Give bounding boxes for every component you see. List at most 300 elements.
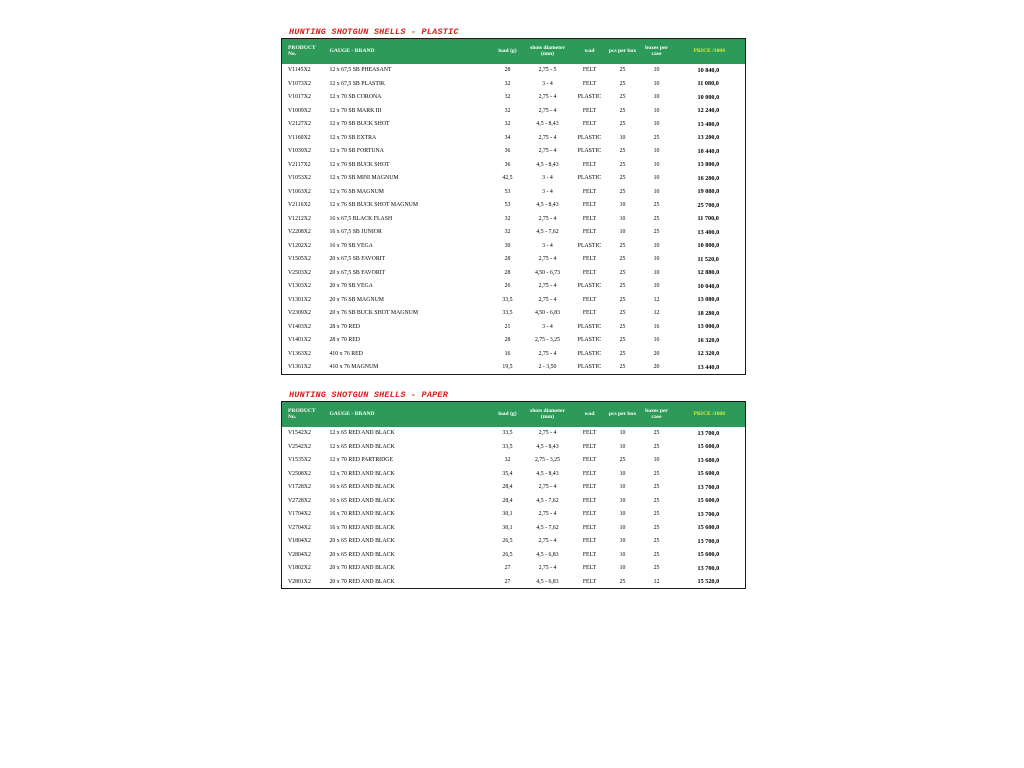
price-cell: 11 700,0 (697, 215, 719, 223)
gauge-brand-cell: 20 x 70 RED AND BLACK (329, 565, 395, 572)
gauge-brand-cell: 20 x 65 RED AND BLACK (329, 551, 395, 558)
pcs-per-box-cell: 10 (619, 470, 626, 477)
shots-diameter-cell: 4,5 - 6,83 (536, 578, 559, 585)
pcs-per-box-cell: 25 (619, 94, 626, 101)
wad-cell: FELT (582, 121, 597, 128)
boxes-per-case-cell: 10 (653, 94, 660, 101)
pcs-per-box-cell: 10 (619, 215, 626, 222)
shots-diameter-cell: 4,50 - 6,73 (534, 269, 561, 276)
load-cell: 32 (504, 229, 511, 236)
price-cell: 11 520,0 (697, 255, 719, 263)
boxes-per-case-cell: 25 (653, 538, 660, 545)
boxes-per-case-cell: 25 (653, 565, 660, 572)
price-cell: 13 680,0 (697, 456, 720, 464)
load-cell: 32 (504, 457, 511, 464)
col-header-price: PRICE /1000 (693, 411, 726, 417)
product-code-cell: V2728X2 (288, 497, 311, 504)
table-row (282, 320, 746, 334)
gauge-brand-cell: 12 x 76 SB MAGNUM (329, 188, 384, 195)
gauge-brand-cell: 12 x 70 SB FORTUNA (329, 148, 384, 155)
pcs-per-box-cell: 25 (619, 161, 626, 168)
gauge-brand-cell: 12 x 65 RED AND BLACK (329, 443, 395, 450)
shots-diameter-cell: 4,5 - 7,62 (536, 524, 559, 531)
price-cell: 13 400,0 (697, 228, 720, 236)
wad-cell: FELT (582, 443, 597, 450)
gauge-brand-cell: 12 x 65 RED AND BLACK (329, 430, 395, 437)
price-cell: 12 880,0 (697, 269, 720, 277)
boxes-per-case-cell: 10 (653, 283, 660, 290)
price-cell: 15 600,0 (697, 443, 720, 451)
boxes-per-case-cell: 25 (653, 484, 660, 491)
shots-diameter-cell: 2,75 - 3,25 (534, 457, 561, 464)
table-row (282, 575, 746, 589)
load-cell: 33,5 (502, 443, 513, 450)
boxes-per-case-cell: 10 (653, 121, 660, 128)
price-cell: 15 600,0 (697, 470, 720, 478)
pcs-per-box-cell: 10 (619, 524, 626, 531)
product-code-cell: V2704X2 (288, 524, 311, 531)
paper-rows (282, 427, 746, 589)
table-row (282, 562, 746, 576)
price-cell: 10 000,0 (697, 93, 720, 101)
wad-cell: FELT (582, 80, 597, 87)
wad-cell: FELT (582, 310, 597, 317)
col-header-shots: shots diameter (mm) (530, 44, 565, 58)
boxes-per-case-cell: 10 (653, 457, 660, 464)
paper-section (281, 389, 745, 589)
load-cell: 32 (504, 107, 511, 114)
pcs-per-box-cell: 25 (619, 256, 626, 263)
pcs-per-box-cell: 10 (619, 229, 626, 236)
shots-diameter-cell: 3 - 4 (542, 188, 553, 195)
table-row (282, 145, 746, 159)
price-cell: 16 200,0 (697, 174, 720, 182)
table-row (282, 199, 746, 213)
boxes-per-case-cell: 25 (653, 134, 660, 141)
gauge-brand-cell: 12 x 70 SB EXTRA (329, 134, 377, 141)
shots-diameter-cell: 4,50 - 6,83 (534, 310, 561, 317)
gauge-brand-cell: 12 x 70 RED PARTRIDGE (329, 457, 394, 464)
col-header-product: PRODUCT No. (288, 407, 316, 421)
pcs-per-box-cell: 10 (619, 565, 626, 572)
wad-cell: FELT (582, 430, 597, 437)
price-cell: 13 200,0 (697, 134, 720, 142)
wad-cell: FELT (582, 161, 597, 168)
boxes-per-case-cell: 10 (653, 242, 660, 249)
shots-diameter-cell: 4,5 - 8,43 (536, 470, 559, 477)
boxes-per-case-cell: 10 (653, 256, 660, 263)
load-cell: 30,1 (502, 524, 513, 531)
price-cell: 15 600,0 (697, 551, 720, 559)
product-code-cell: V2117X2 (288, 161, 311, 168)
pcs-per-box-cell: 25 (619, 310, 626, 317)
table-row (282, 158, 746, 172)
boxes-per-case-cell: 12 (653, 310, 660, 317)
boxes-per-case-cell: 25 (653, 511, 660, 518)
boxes-per-case-cell: 10 (653, 67, 660, 74)
product-code-cell: V1017X2 (288, 94, 311, 101)
boxes-per-case-cell: 25 (653, 215, 660, 222)
boxes-per-case-cell: 10 (653, 161, 660, 168)
table-row (282, 185, 746, 199)
table-row (282, 481, 746, 495)
shots-diameter-cell: 2,75 - 4 (538, 148, 557, 155)
price-cell: 13 700,0 (697, 510, 720, 518)
pcs-per-box-cell: 25 (619, 242, 626, 249)
gauge-brand-cell: 28 x 70 RED (329, 323, 360, 330)
table-row (282, 521, 746, 535)
table-row (282, 494, 746, 508)
table-row (282, 307, 746, 321)
product-code-cell: V2801X2 (288, 578, 311, 585)
load-cell: 36 (504, 148, 511, 155)
gauge-brand-cell: 410 x 76 RED (329, 350, 363, 357)
shots-diameter-cell: 2 - 3,50 (538, 364, 557, 370)
boxes-per-case-cell: 25 (653, 229, 660, 236)
table-row (282, 508, 746, 522)
shots-diameter-cell: 3 - 4 (542, 242, 553, 249)
load-cell: 32 (504, 215, 511, 222)
wad-cell: FELT (582, 565, 597, 572)
product-code-cell: V2542X2 (288, 443, 311, 450)
shots-diameter-cell: 2,75 - 4 (538, 350, 557, 357)
wad-cell: FELT (582, 215, 597, 222)
load-cell: 26,5 (502, 538, 513, 545)
product-code-cell: V2503X2 (288, 269, 311, 276)
pcs-per-box-cell: 25 (619, 283, 626, 290)
boxes-per-case-cell: 25 (653, 443, 660, 450)
load-cell: 28 (504, 67, 511, 74)
pcs-per-box-cell: 10 (619, 430, 626, 437)
price-cell: 11 080,0 (697, 80, 719, 88)
shots-diameter-cell: 2,75 - 4 (538, 484, 557, 491)
gauge-brand-cell: 20 x 67,5 SB FAVORIT (329, 256, 386, 263)
price-cell: 25 700,0 (697, 201, 720, 209)
product-code-cell: V1802X2 (288, 565, 311, 572)
product-code-cell: V1361X2 (288, 364, 311, 370)
shots-diameter-cell: 4,5 - 8,43 (536, 443, 559, 450)
boxes-per-case-cell: 10 (653, 175, 660, 182)
price-cell: 13 700,0 (697, 429, 720, 437)
shots-diameter-cell: 4,5 - 8,43 (536, 121, 559, 128)
wad-cell: PLASTIC (577, 134, 602, 141)
col-header-gauge: GAUGE - BRAND (329, 48, 375, 54)
pcs-per-box-cell: 25 (619, 457, 626, 464)
load-cell: 28 (504, 269, 511, 276)
gauge-brand-cell: 12 x 70 SB CORONA (329, 94, 382, 101)
table-row (282, 239, 746, 253)
product-code-cell: V1704X2 (288, 511, 311, 518)
product-code-cell: V2116X2 (288, 202, 311, 209)
table-row (282, 91, 746, 105)
boxes-per-case-cell: 25 (653, 430, 660, 437)
col-header-wad: wad (584, 48, 595, 54)
table-row (282, 104, 746, 118)
pcs-per-box-cell: 10 (619, 497, 626, 504)
load-cell: 28,4 (502, 484, 513, 491)
shots-diameter-cell: 4,5 - 6,83 (536, 551, 559, 558)
wad-cell: PLASTIC (577, 148, 602, 155)
table-row (282, 361, 746, 375)
boxes-per-case-cell: 12 (653, 578, 660, 585)
gauge-brand-cell: 12 x 70 SB BUCK SHOT (329, 121, 390, 128)
boxes-per-case-cell: 10 (653, 269, 660, 276)
load-cell: 53 (504, 188, 511, 195)
load-cell: 53 (504, 202, 511, 209)
wad-cell: PLASTIC (577, 323, 602, 330)
wad-cell: FELT (582, 470, 597, 477)
wad-cell: FELT (582, 538, 597, 545)
gauge-brand-cell: 20 x 76 SB BUCK SHOT MAGNUM (329, 310, 418, 317)
col-header-price: PRICE /1000 (693, 48, 726, 54)
col-header-boxes: boxes per case (645, 407, 668, 421)
load-cell: 26 (504, 283, 511, 290)
price-cell: 15 600,0 (697, 497, 720, 505)
product-code-cell: V1073X2 (288, 80, 311, 87)
price-cell: 19 080,0 (697, 188, 720, 196)
product-code-cell: V1212X2 (288, 215, 311, 222)
product-code-cell: V1039X2 (288, 148, 311, 155)
table-row (282, 548, 746, 562)
pcs-per-box-cell: 25 (619, 350, 626, 357)
price-cell: 10 840,0 (697, 66, 720, 74)
wad-cell: FELT (582, 202, 597, 209)
price-cell: 13 440,0 (697, 363, 720, 371)
wad-cell: FELT (582, 524, 597, 531)
gauge-brand-cell: 20 x 70 RED AND BLACK (329, 578, 395, 585)
col-header-load: load (g) (498, 48, 517, 54)
table-row (282, 440, 746, 454)
table-row (282, 253, 746, 267)
wad-cell: FELT (582, 296, 597, 303)
product-code-cell: V1401X2 (288, 337, 311, 344)
product-code-cell: V2508X2 (288, 470, 311, 477)
wad-cell: FELT (582, 578, 597, 585)
load-cell: 26,5 (502, 551, 513, 558)
gauge-brand-cell: 20 x 65 RED AND BLACK (329, 538, 395, 545)
table-row (282, 454, 746, 468)
product-code-cell: V2804X2 (288, 551, 311, 558)
load-cell: 34 (504, 134, 511, 141)
gauge-brand-cell: 12 x 67,5 SB PLASTIK (329, 80, 386, 87)
table-row (282, 226, 746, 240)
shots-diameter-cell: 2,75 - 4 (538, 565, 557, 572)
product-code-cell: V1403X2 (288, 323, 311, 330)
pcs-per-box-cell: 10 (619, 134, 626, 141)
pcs-per-box-cell: 25 (619, 323, 626, 330)
gauge-brand-cell: 12 x 76 SB BUCK SHOT MAGNUM (329, 202, 418, 209)
load-cell: 27 (504, 578, 511, 585)
wad-cell: FELT (582, 497, 597, 504)
shots-diameter-cell: 2,75 - 4 (538, 94, 557, 101)
table-row (282, 172, 746, 186)
pcs-per-box-cell: 10 (619, 443, 626, 450)
table-row (282, 118, 746, 132)
gauge-brand-cell: 12 x 70 SB MARK III (329, 107, 382, 114)
product-code-cell: V1535X2 (288, 457, 311, 464)
load-cell: 28 (504, 337, 511, 344)
product-code-cell: V2127X2 (288, 121, 311, 128)
shots-diameter-cell: 2,75 - 3,25 (534, 337, 561, 344)
load-cell: 33,5 (502, 310, 513, 317)
gauge-brand-cell: 16 x 65 RED AND BLACK (329, 484, 395, 491)
price-cell: 16 320,0 (697, 336, 720, 344)
plastic-section-title: HUNTING SHOTGUN SHELLS - PLASTIC (289, 27, 459, 37)
gauge-brand-cell: 12 x 70 RED AND BLACK (329, 470, 395, 477)
col-header-pcs: pcs per box (608, 411, 637, 417)
header-row (282, 402, 746, 427)
product-code-cell: V1202X2 (288, 242, 311, 249)
boxes-per-case-cell: 20 (653, 350, 660, 357)
plastic-price-table (281, 38, 746, 375)
col-header-shots: shots diameter (mm) (530, 407, 565, 421)
shots-diameter-cell: 2,75 - 4 (538, 511, 557, 518)
boxes-per-case-cell: 25 (653, 202, 660, 209)
pcs-per-box-cell: 25 (619, 188, 626, 195)
load-cell: 30,1 (502, 511, 513, 518)
gauge-brand-cell: 28 x 70 RED (329, 337, 360, 344)
table-row (282, 212, 746, 226)
table-row (282, 535, 746, 549)
product-code-cell: V1145X2 (288, 67, 311, 74)
shots-diameter-cell: 4,5 - 8,43 (536, 161, 559, 168)
wad-cell: PLASTIC (577, 350, 602, 357)
col-header-load: load (g) (498, 411, 517, 417)
table-row (282, 131, 746, 145)
product-code-cell: V1009X2 (288, 107, 311, 114)
wad-cell: FELT (582, 457, 597, 464)
shots-diameter-cell: 2,75 - 4 (538, 283, 557, 290)
product-code-cell: V1363X2 (288, 350, 311, 357)
wad-cell: PLASTIC (577, 337, 602, 344)
load-cell: 36 (504, 161, 511, 168)
shots-diameter-cell: 3 - 4 (542, 175, 553, 182)
boxes-per-case-cell: 25 (653, 470, 660, 477)
wad-cell: FELT (582, 256, 597, 263)
load-cell: 33,5 (502, 430, 513, 437)
col-header-product: PRODUCT No. (288, 44, 316, 58)
shots-diameter-cell: 2,75 - 4 (538, 215, 557, 222)
pcs-per-box-cell: 25 (619, 578, 626, 585)
load-cell: 27 (504, 565, 511, 572)
load-cell: 32 (504, 94, 511, 101)
boxes-per-case-cell: 10 (653, 107, 660, 114)
boxes-per-case-cell: 20 (653, 364, 660, 370)
pcs-per-box-cell: 10 (619, 484, 626, 491)
price-cell: 13 700,0 (697, 537, 720, 545)
shots-diameter-cell: 2,75 - 4 (538, 134, 557, 141)
price-cell: 15 520,0 (697, 578, 720, 585)
gauge-brand-cell: 20 x 76 SB MAGNUM (329, 296, 384, 303)
pcs-per-box-cell: 10 (619, 538, 626, 545)
gauge-brand-cell: 12 x 67,5 SB PHEASANT (329, 67, 392, 74)
shots-diameter-cell: 2,75 - 4 (538, 107, 557, 114)
pcs-per-box-cell: 25 (619, 175, 626, 182)
product-code-cell: V1301X2 (288, 296, 311, 303)
pcs-per-box-cell: 10 (619, 551, 626, 558)
wad-cell: PLASTIC (577, 364, 602, 370)
shots-diameter-cell: 2,75 - 4 (538, 430, 557, 437)
table-row (282, 427, 746, 441)
load-cell: 28,4 (502, 497, 513, 504)
plastic-section (281, 26, 745, 375)
price-cell: 13 080,0 (697, 296, 720, 304)
price-cell: 12 320,0 (697, 350, 720, 358)
col-header-wad: wad (584, 411, 595, 417)
wad-cell: PLASTIC (577, 242, 602, 249)
price-cell: 13 000,0 (697, 323, 720, 331)
load-cell: 33,5 (502, 296, 513, 303)
product-code-cell: V1053X2 (288, 175, 311, 182)
price-cell: 15 600,0 (697, 524, 720, 532)
shots-diameter-cell: 3 - 4 (542, 80, 553, 87)
pcs-per-box-cell: 25 (619, 148, 626, 155)
pcs-per-box-cell: 10 (619, 202, 626, 209)
pcs-per-box-cell: 10 (619, 511, 626, 518)
load-cell: 42,5 (502, 175, 513, 182)
table-row (282, 64, 746, 78)
load-cell: 28 (504, 256, 511, 263)
shots-diameter-cell: 4,5 - 7,62 (536, 497, 559, 504)
table-row (282, 280, 746, 294)
wad-cell: PLASTIC (577, 175, 602, 182)
paper-section-title: HUNTING SHOTGUN SHELLS - PAPER (289, 390, 449, 400)
wad-cell: FELT (582, 484, 597, 491)
wad-cell: FELT (582, 269, 597, 276)
col-header-gauge: GAUGE - BRAND (329, 411, 375, 417)
gauge-brand-cell: 16 x 70 RED AND BLACK (329, 511, 395, 518)
price-cell: 13 480,0 (697, 120, 720, 128)
pcs-per-box-cell: 25 (619, 121, 626, 128)
gauge-brand-cell: 16 x 67,5 SB JUNIOR (329, 229, 382, 236)
product-code-cell: V1804X2 (288, 538, 311, 545)
table-row (282, 77, 746, 91)
gauge-brand-cell: 12 x 70 SB MINI MAGNUM (329, 175, 399, 182)
pcs-per-box-cell: 25 (619, 364, 626, 370)
shots-diameter-cell: 4,5 - 7,62 (536, 229, 559, 236)
price-cell: 12 240,0 (697, 107, 720, 115)
gauge-brand-cell: 20 x 67,5 SB FAVORIT (329, 269, 386, 276)
product-code-cell: V2309X2 (288, 310, 311, 317)
product-code-cell: V1505X2 (288, 256, 311, 263)
col-header-pcs: pcs per box (608, 48, 637, 54)
wad-cell: PLASTIC (577, 283, 602, 290)
table-row (282, 467, 746, 481)
price-cell: 18 280,0 (697, 309, 720, 317)
shots-diameter-cell: 4,5 - 8,43 (536, 202, 559, 209)
boxes-per-case-cell: 16 (653, 337, 660, 344)
product-code-cell: V1728X2 (288, 484, 311, 491)
shots-diameter-cell: 3 - 4 (542, 323, 553, 330)
wad-cell: FELT (582, 229, 597, 236)
boxes-per-case-cell: 10 (653, 188, 660, 195)
product-code-cell: V2208X2 (288, 229, 311, 236)
price-cell: 13 700,0 (697, 483, 720, 491)
price-cell: 10 040,0 (697, 282, 720, 290)
price-cell: 13 700,0 (697, 564, 720, 572)
shots-diameter-cell: 2,75 - 4 (538, 296, 557, 303)
wad-cell: FELT (582, 188, 597, 195)
gauge-brand-cell: 16 x 70 SB VEGA (329, 242, 373, 249)
gauge-brand-cell: 16 x 65 RED AND BLACK (329, 497, 395, 504)
col-header-boxes: boxes per case (645, 44, 668, 58)
wad-cell: FELT (582, 67, 597, 74)
price-cell: 13 800,0 (697, 161, 720, 169)
load-cell: 30 (504, 242, 511, 249)
pcs-per-box-cell: 25 (619, 269, 626, 276)
table-row (282, 293, 746, 307)
product-code-cell: V1063X2 (288, 188, 311, 195)
